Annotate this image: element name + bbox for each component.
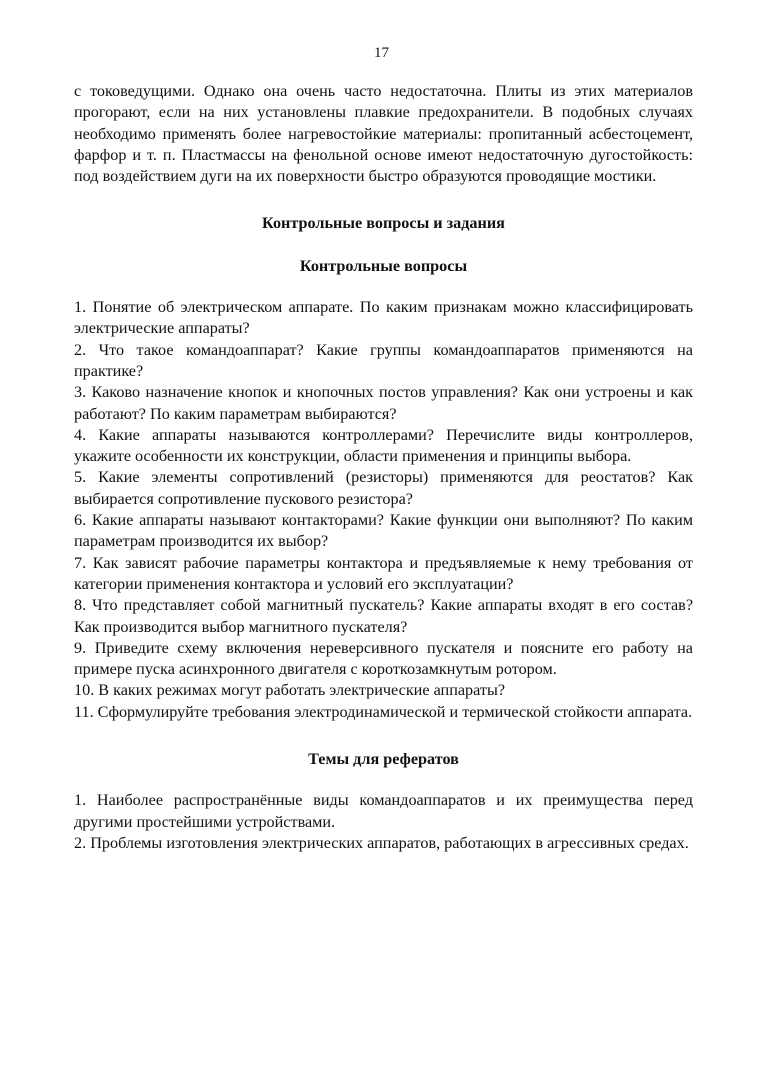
questions-heading: Контрольные вопросы <box>299 256 468 275</box>
topic-item-2: 2. Проблемы изготовления электрических аппаратов, работающих в агрессивных средах. <box>74 833 689 852</box>
question-item-7: 7. Как зависят рабочие параметры контактора и предъявляемые к нему требования от категории применения контактора и условий его эксплуатации? <box>74 553 693 593</box>
intro-paragraph: с токоведущими. Однако она очень часто недостаточна. Плиты из этих материалов прогорают, если на них установлены плавкие предохранители. В подобных случаях необходимо применять более нагревостойкие материалы: пропитанный асбестоцемент, фарфор и т. п. Пластмассы на фенольной основе имеют недостаточную дугостойкость: под воздействием дуги на их поверхности быстро образуются проводящие мостики. <box>74 82 693 186</box>
question-item-1: 1. Понятие об электрическом аппарате. По каким признакам можно классифицировать электрические аппараты? <box>74 298 693 338</box>
page-content <box>74 81 693 854</box>
question-item-11: 11. Сформулируйте требования электродинамической и термической стойкости аппарата. <box>74 702 693 721</box>
page-number: 17 <box>374 45 389 61</box>
question-item-9: 9. Приведите схему включения нереверсивного пускателя и поясните его работу на примере пуска асинхронного двигателя с короткозамкнутым ротором. <box>74 638 693 679</box>
question-item-2: 2. Что такое командоаппарат? Какие группы командоаппаратов применяются на практике? <box>74 340 693 380</box>
topic-item-1: 1. Наиболее распространённые виды командоаппаратов и их преимущества перед другими простейшими устройствами. <box>74 791 693 831</box>
question-item-3: 3. Каково назначение кнопок и кнопочных постов управления? Как они устроены и как работают? По каким параметрам выбираются? <box>74 383 693 423</box>
question-item-10: 10. В каких режимах могут работать электрические аппараты? <box>74 681 506 700</box>
questions-list <box>74 297 693 723</box>
section-heading: Контрольные вопросы и задания <box>262 214 505 233</box>
topics-heading: Темы для рефератов <box>308 750 459 769</box>
question-item-6: 6. Какие аппараты называют контакторами? Какие функции они выполняют? По каким параметрам производится их выбор? <box>74 511 693 551</box>
question-item-4: 4. Какие аппараты называются контроллерами? Перечислите виды контроллеров, укажите особенности их конструкции, области применения и принципы выбора. <box>74 425 693 466</box>
question-item-5: 5. Какие элементы сопротивлений (резисторы) применяются для реостатов? Как выбирается сопротивление пускового резистора? <box>74 468 693 508</box>
question-item-8: 8. Что представляет собой магнитный пускатель? Какие аппараты входят в его состав? Как производится выбор магнитного пускателя? <box>74 596 693 636</box>
topics-list <box>74 790 693 854</box>
